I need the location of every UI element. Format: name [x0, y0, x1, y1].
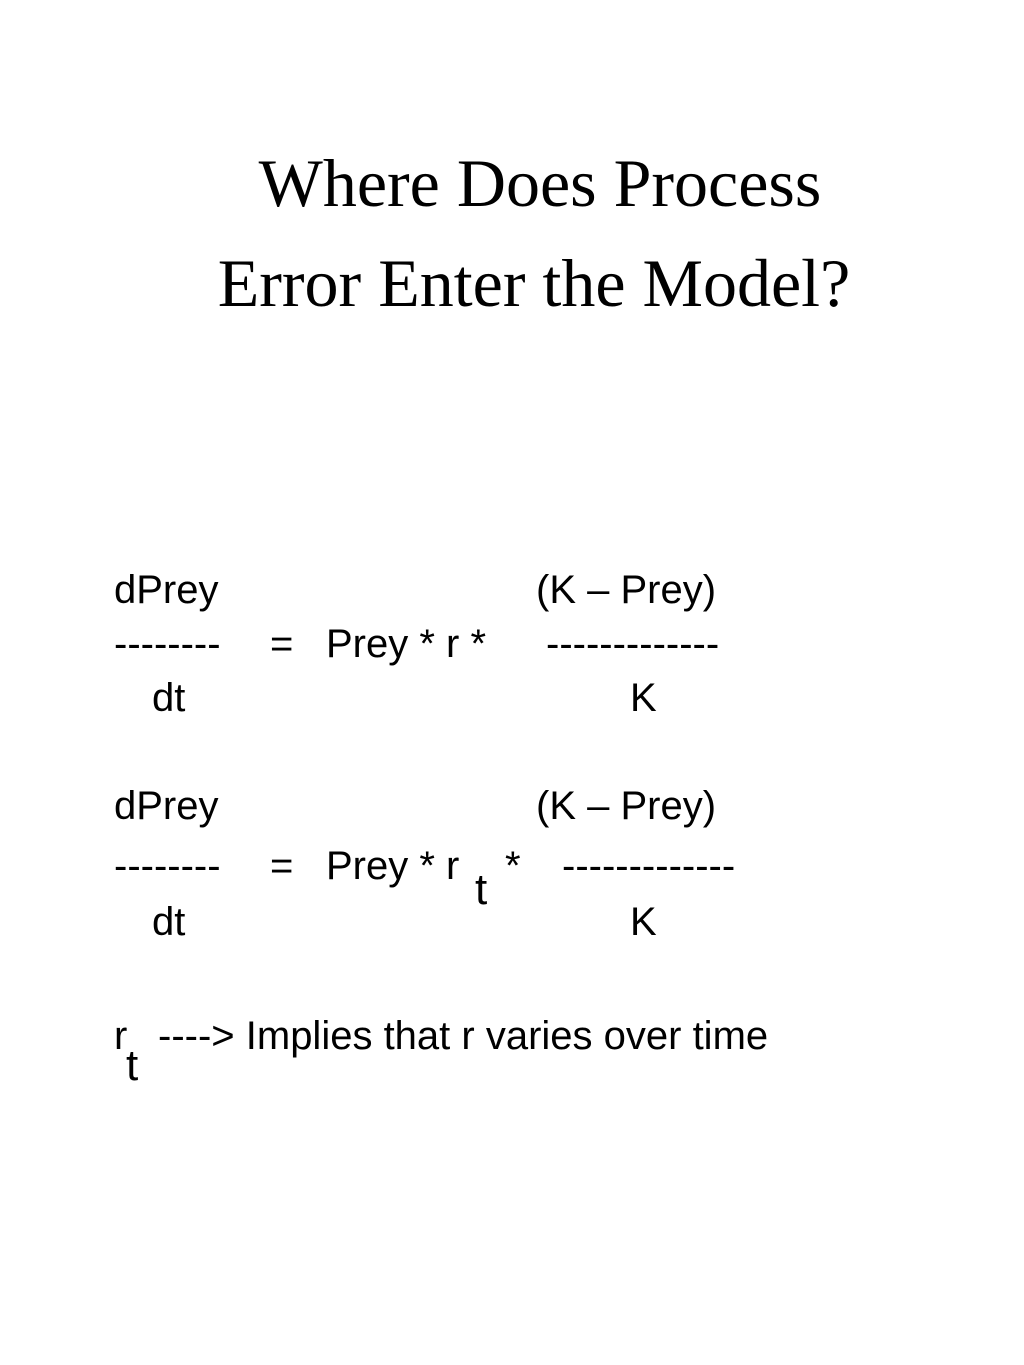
slide-title-line-2: Error Enter the Model?	[217, 245, 851, 321]
eq2-denominator-right: K	[630, 900, 657, 944]
eq2-fraction-bar-right: -------------	[562, 844, 736, 888]
note-symbol-r: r	[114, 1014, 128, 1058]
eq2-fraction-bar-left: --------	[114, 844, 221, 888]
eq1-denominator-right: K	[630, 676, 657, 720]
eq1-fraction-bar-left: --------	[114, 622, 221, 666]
eq2-equals-sign: =	[270, 844, 294, 888]
note-subscript-t: t	[126, 1041, 139, 1090]
eq2-asterisk: *	[505, 844, 521, 888]
eq2-numerator-right: (K – Prey)	[536, 784, 717, 828]
eq1-numerator-left: dPrey	[114, 568, 219, 612]
eq2-subscript-t: t	[475, 865, 488, 914]
eq1-equals-sign: =	[270, 622, 294, 666]
eq1-denominator-left: dt	[152, 676, 186, 720]
eq1-fraction-bar-right: -------------	[546, 622, 720, 666]
eq2-numerator-left: dPrey	[114, 784, 219, 828]
eq1-middle-term: Prey * r *	[326, 622, 487, 666]
note-text: ----> Implies that r varies over time	[158, 1014, 769, 1058]
eq1-numerator-right: (K – Prey)	[536, 568, 717, 612]
slide-title-line-1: Where Does Process	[258, 145, 822, 221]
eq2-denominator-left: dt	[152, 900, 186, 944]
eq2-middle-term: Prey * r	[326, 844, 460, 888]
